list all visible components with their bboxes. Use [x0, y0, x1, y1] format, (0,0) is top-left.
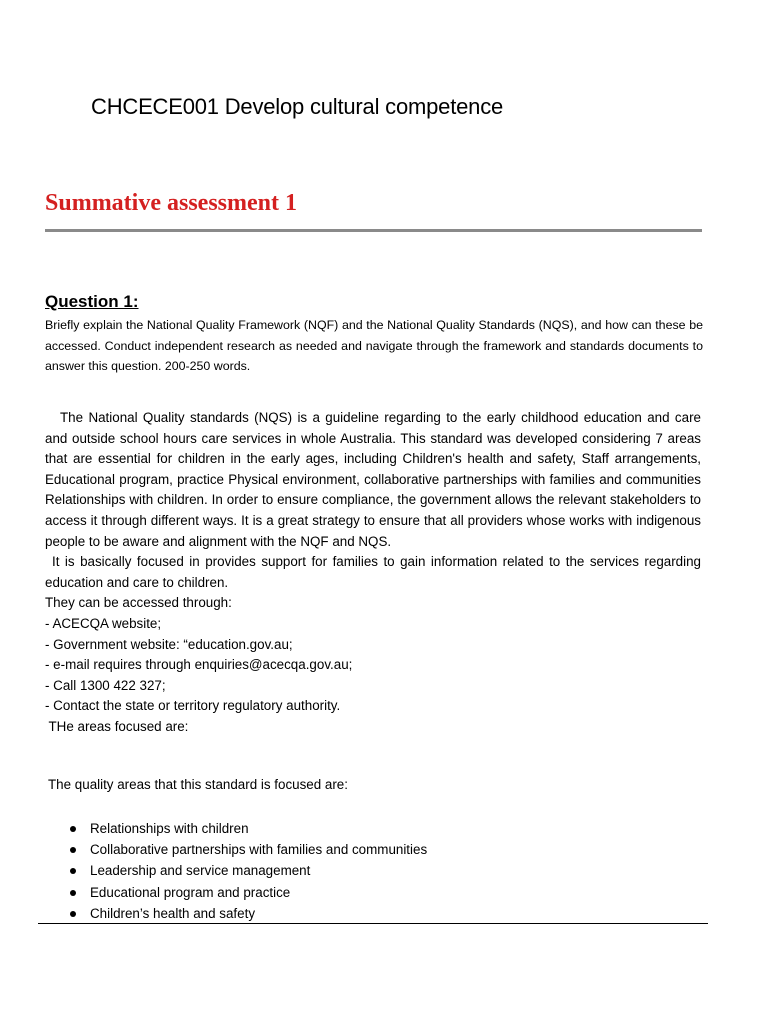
quality-areas-lead: The quality areas that this standard is focused are:: [48, 777, 348, 792]
list-item-label: Leadership and service management: [90, 863, 311, 879]
access-intro: They can be accessed through:: [45, 595, 232, 611]
bullet-icon: [70, 868, 76, 874]
list-item: [68, 860, 427, 881]
list-item-label: Relationships with children: [90, 821, 249, 836]
question-heading: Question 1:: [45, 292, 139, 311]
access-item-authority: - Contact the state or territory regulatory authority.: [45, 698, 341, 714]
list-item: [68, 882, 427, 903]
access-item-phone: - Call 1300 422 327;: [45, 677, 166, 693]
list-item: [68, 818, 427, 839]
bullet-icon: [70, 847, 76, 853]
bullet-icon: [70, 911, 76, 917]
list-item: [68, 903, 427, 924]
access-item-email: - e-mail requires through enquiries@acecqa.gov.au;: [45, 657, 353, 673]
bullet-icon: [70, 826, 76, 832]
quality-areas-list: [68, 818, 427, 924]
list-item-label: Collaborative partnerships with families and communities: [90, 842, 428, 858]
assessment-title: Summative assessment 1: [45, 190, 297, 216]
course-title: CHCECE001 Develop cultural competence: [91, 94, 504, 119]
list-item: [68, 839, 427, 860]
answer-paragraph-2: It is basically focused in provides support for families to gain information related to the services regarding education and care to children.: [45, 554, 701, 590]
bullet-icon: [70, 890, 76, 896]
footer-divider: [38, 923, 708, 924]
access-item-government: - Government website: “education.gov.au;: [45, 636, 293, 652]
answer-paragraph-1: The National Quality standards (NQS) is a guideline regarding to the early childhood education and care and outside school hours care services in whole Australia. This standard was developed considering 7 areas that are essential for children in the early ages, including Children's health and safety, Staff arrangements, Educational program, practice Physical environment, collaborative partnerships with families and communities Relationships with children. In order to ensure compliance, the government allows the relevant stakeholders to access it through different ways. It is a great strategy to ensure that all providers whose works with indigenous people to be aware and alignment with the NQF and NQS.: [45, 410, 701, 549]
access-item-website: - ACECQA website;: [45, 615, 162, 631]
title-divider: [45, 229, 702, 232]
list-item-label: Educational program and practice: [90, 884, 291, 900]
answer-body: [45, 408, 701, 738]
question-prompt: Briefly explain the National Quality Framework (NQF) and the National Quality Standards (NQS), and how can these be accessed. Conduct independent research as needed and navigate through the framework and standards documents to answer this question. 200-250 words.: [45, 318, 703, 373]
areas-intro: THe areas focused are:: [45, 718, 189, 734]
list-item-label: Children’s health and safety: [90, 905, 256, 921]
